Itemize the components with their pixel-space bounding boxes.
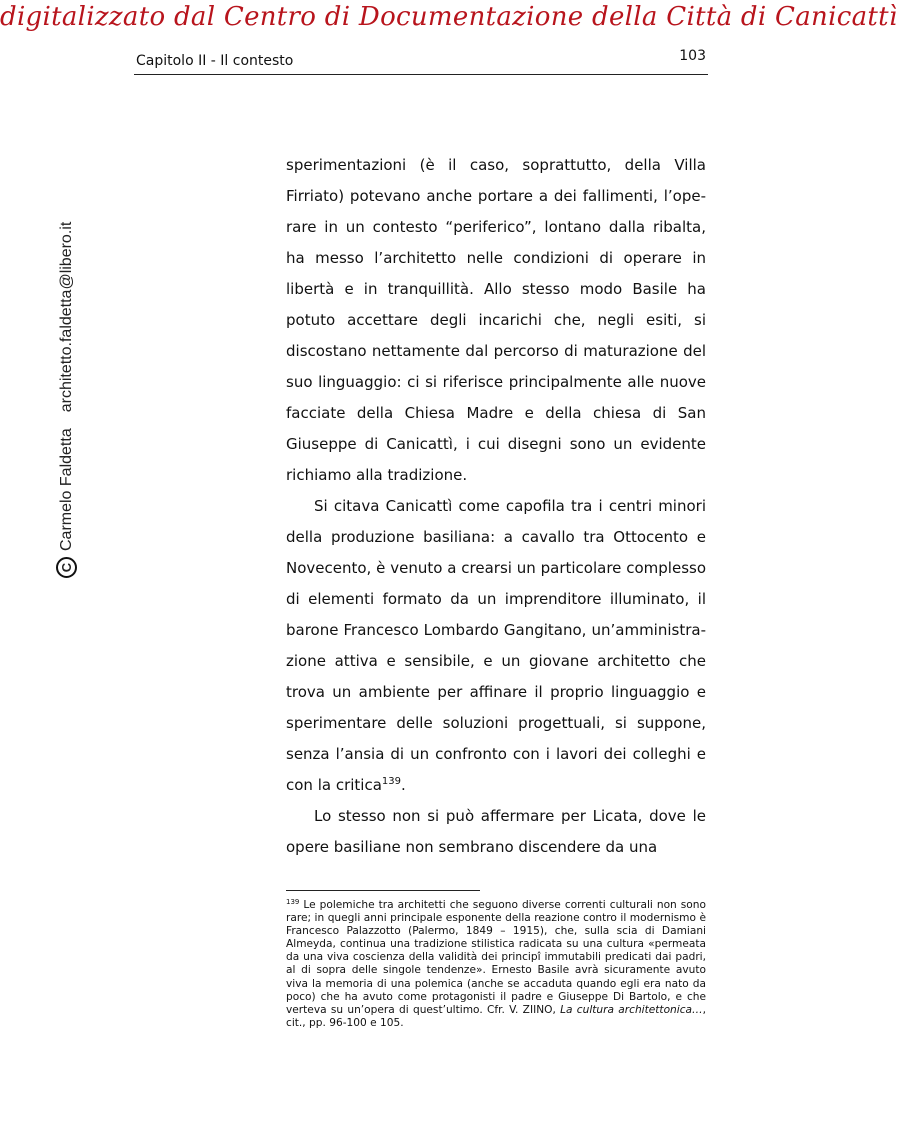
side-credit [56, 222, 77, 578]
footnote-text-b: , cit., pp. 96-100 e 105. [286, 1003, 706, 1029]
digitization-watermark: digitalizzato dal Centro di Documentazione della Città di Canicattì [0, 2, 898, 32]
running-header [134, 48, 708, 75]
footnote-divider [286, 890, 480, 891]
footnote-reference: 139 [381, 776, 401, 787]
footnote-cited-title: La cultura architettonica… [560, 1003, 703, 1016]
paragraph-3: Lo stesso non si può affermare per Licata, dove le opere basiliane non sembrano discendere da una [286, 807, 706, 856]
footnote-text-a: Le polemiche tra architetti che seguono diverse correnti culturali non sono rare; in quegli anni principale esponente della reazione contro il modernismo è Francesco Palazzotto (Palermo, 1849 – 1915), che, sulla scia di Damiani Almeyda, continua una tradizione stilistica radicata su una cultura «permeata da una viva coscienza della validità dei principî immutabili predicati dai padri, al di sopra delle singole tendenze». Ernesto Basile avrà sicuramente avuto viva la memoria di una polemica (anche se accaduta quando egli era nato da poco) che ha avuto come protagonisti il padre e Giuseppe Di Bartolo, e che verteva su un’opera di quest’ultimo. Cfr. V. ZIINO, [286, 899, 706, 1016]
footnote [286, 899, 706, 1030]
chapter-title: Capitolo II - Il contesto [136, 53, 294, 69]
body-text [286, 150, 706, 863]
footnote-number: 139 [286, 898, 300, 906]
paragraph-2-text: Si citava Canicattì come capofila tra i centri minori della produzione basiliana: a cavallo tra Ottocento e Novecento, è venuto a crearsi un particolare complesso di elementi formato da un imprenditore illuminato, il barone Francesco Lombardo Gangitano, un’amministrazione attiva e sensibile, e un giovane architetto che trova un ambiente per affinare il proprio linguaggio e sperimentare delle soluzioni progettuali, si suppone, senza l’ansia di un confronto con i lavori dei colleghi e con la critica [286, 497, 706, 794]
author-email: architetto.faldetta@libero.it [57, 221, 75, 413]
paragraph-1: sperimentazioni (è il caso, soprattutto, della Villa Firriato) potevano anche portare a dei fallimenti, l’operare in un contesto “periferico”, lontano dalla ribalta, ha messo l’architetto nelle condizioni di operare in libertà e in tranquillità. Allo stesso modo Basile ha potuto accettare degli incarichi che, negli esiti, si discostano nettamente dal percorso di maturazione del suo linguaggio: ci si riferisce principalmente alle nuove facciate della Chiesa Madre e della chiesa di San Giuseppe di Canicattì, i cui disegni sono un evidente richiamo alla tradizione. [286, 156, 706, 484]
page-number: 103 [679, 48, 706, 64]
author-name: Carmelo Faldetta [57, 428, 75, 551]
copyright-icon: C [56, 557, 77, 578]
paragraph-2 [286, 491, 706, 801]
paragraph-2-end: . [401, 776, 406, 794]
